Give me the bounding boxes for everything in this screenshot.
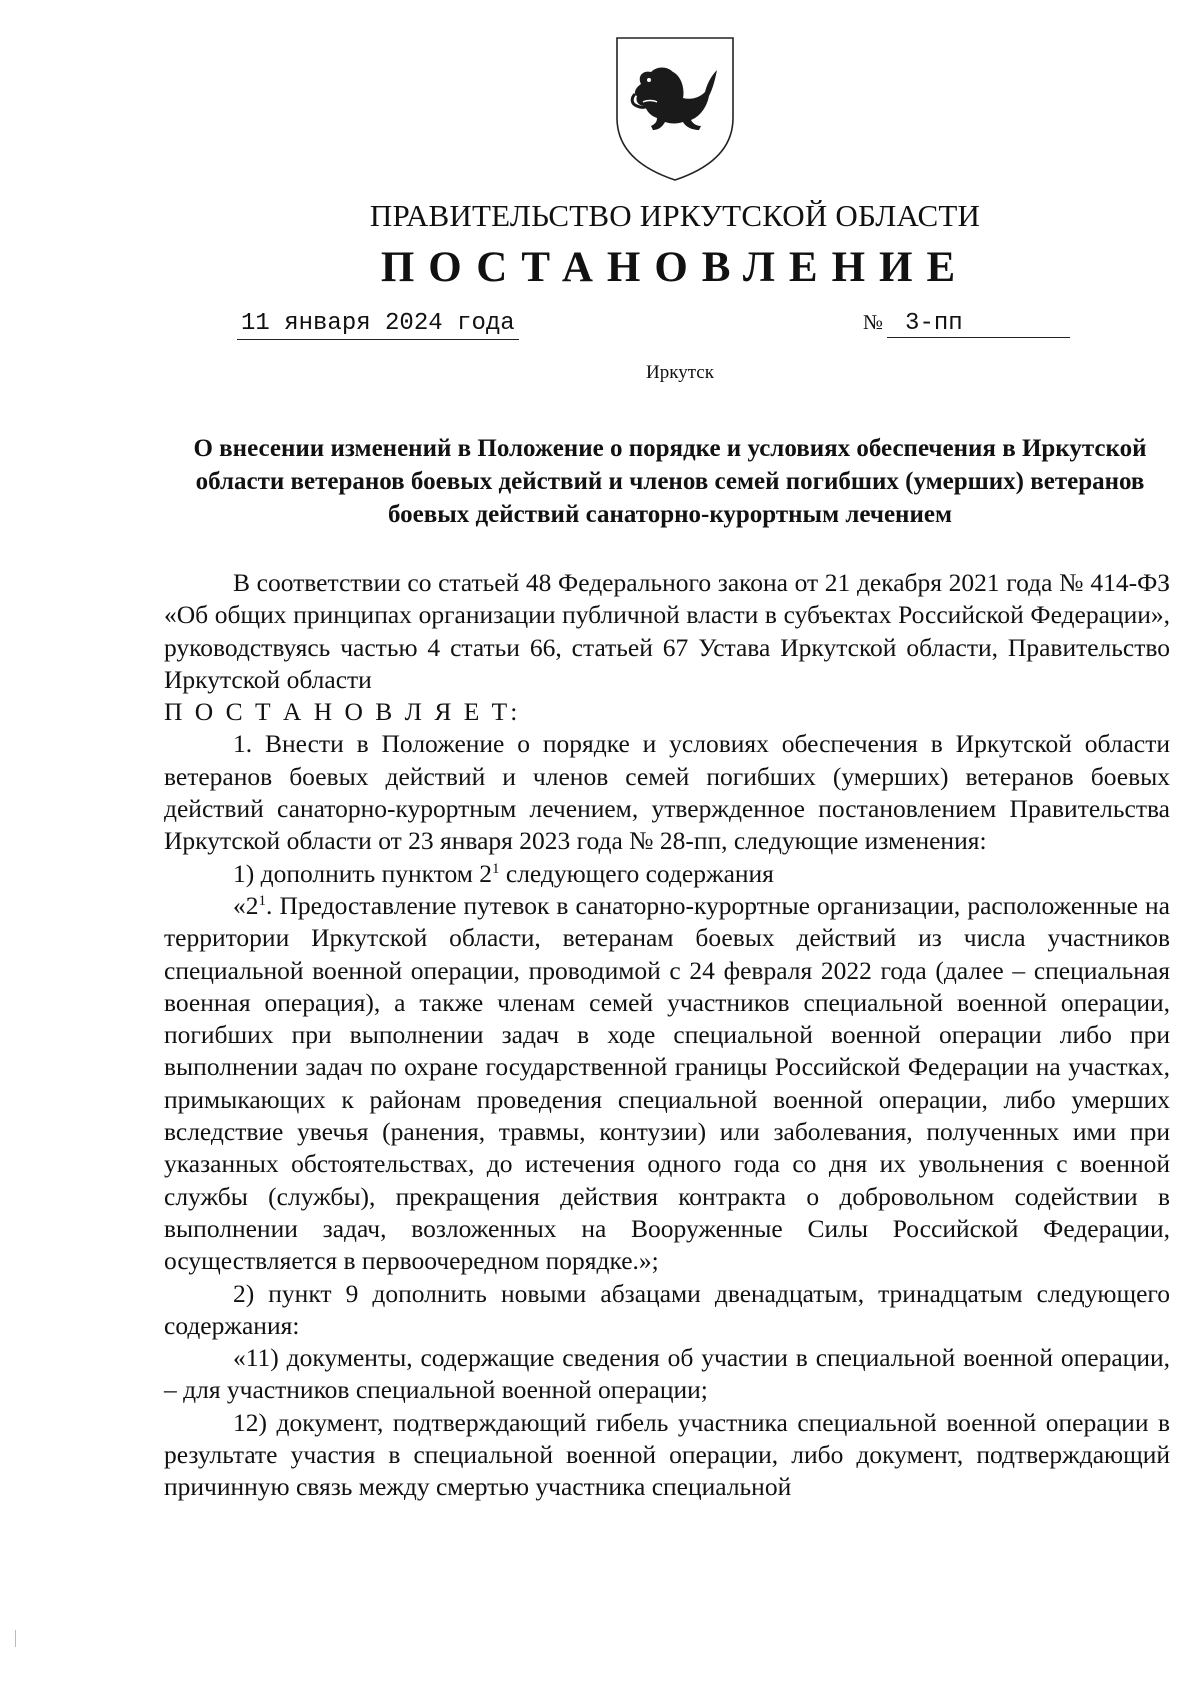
city: Иркутск [646, 362, 714, 383]
decree-word-paragraph: П О С Т А Н О В Л Я Е Т: [164, 697, 521, 727]
item-1-paragraph: 1. Внести в Положение о порядке и условиях обеспечения в Иркутской области ветеранов боевых действий и членов семей погибших (умерших) ветеранов боевых действий санаторно-курортным лечением, утвержденное постановлением Правительства Иркутской области от 23 января 2023 года № 28-пп, следующие изменения: [164, 729, 1170, 856]
document-title: О внесении изменений в Положение о порядке и условиях обеспечения в Иркутской области ветеранов боевых действий и членов семей погибших (умерших) ветеранов боевых действий санаторно-курортным лечением [193, 435, 1147, 528]
subitem-1-text: 1) дополнить пунктом 2 [233, 858, 492, 888]
document-body [164, 567, 1170, 1504]
quote-paragraph-2-1 [164, 890, 1170, 1278]
number-value: 3-пп [887, 310, 1070, 338]
coat-of-arms-icon [613, 36, 737, 182]
government-name: ПРАВИТЕЛЬСТВО ИРКУТСКОЙ ОБЛАСТИ [369, 198, 981, 233]
quote-2-1-text: . Предоставление путевок в санаторно-курортные организации, расположенные на территории Иркутской области, ветеранам боевых действий из числа участников специальной военной операции, проводимой с 24 февраля 2022 года (далее – специальная военная операция), а также членам семей участников специальной военной операции, погибших при выполнении задач в ходе специальной военной операции либо при выполнении задач по охране государственной границы Российской Федерации на участках, примыкающих к районам проведения специальной военной операции, либо умерших вследствие увечья (ранения, травмы, контузии) или заболевания, полученных ими при указанных обстоятельствах, до истечения одного года со дня их увольнения с военной службы (службы), прекращения действия контракта о добровольном содействии в выполнении задач, возложенных на Вооруженные Силы Российской Федерации, осуществляется в первоочередном порядке.»; [164, 890, 1170, 1276]
document-type: ПОСТАНОВЛЕНИЕ [380, 244, 970, 291]
subitem-1-sup: 1 [492, 860, 500, 877]
number-sign: № [863, 310, 884, 334]
preamble-paragraph: В соответствии со статьей 48 Федерального закона от 21 декабря 2021 года № 414-ФЗ «Об общих принципах организации публичной власти в субъектах Российской Федерации», руководствуясь частью 4 статьи 66, статьей 67 Устава Иркутской области, Правительство Иркутской области [164, 568, 1170, 694]
quote-paragraph-12: 12) документ, подтверждающий гибель участника специальной военной операции в результате участия в специальной военной операции, либо документ, подтверждающий причинную связь между смертью участника специальной [164, 1407, 1170, 1502]
quote-2-1-open: «2 [233, 890, 259, 920]
scan-margin-mark [15, 1630, 16, 1647]
quote-2-1-sup: 1 [258, 892, 266, 909]
subitem-2-paragraph: 2) пункт 9 дополнить новыми абзацами двенадцатым, тринадцатым следующего содержания: [164, 1278, 1170, 1340]
document-date [237, 310, 519, 337]
document-number [863, 310, 1085, 338]
date-value: 11 января 2024 года [237, 310, 519, 340]
quote-paragraph-11: «11) документы, содержащие сведения об участии в специальной военной операции, – для участников специальной военной операции; [164, 1343, 1170, 1405]
subitem-1-tail: следующего содержания [499, 858, 774, 888]
subitem-1-paragraph [164, 858, 1170, 890]
